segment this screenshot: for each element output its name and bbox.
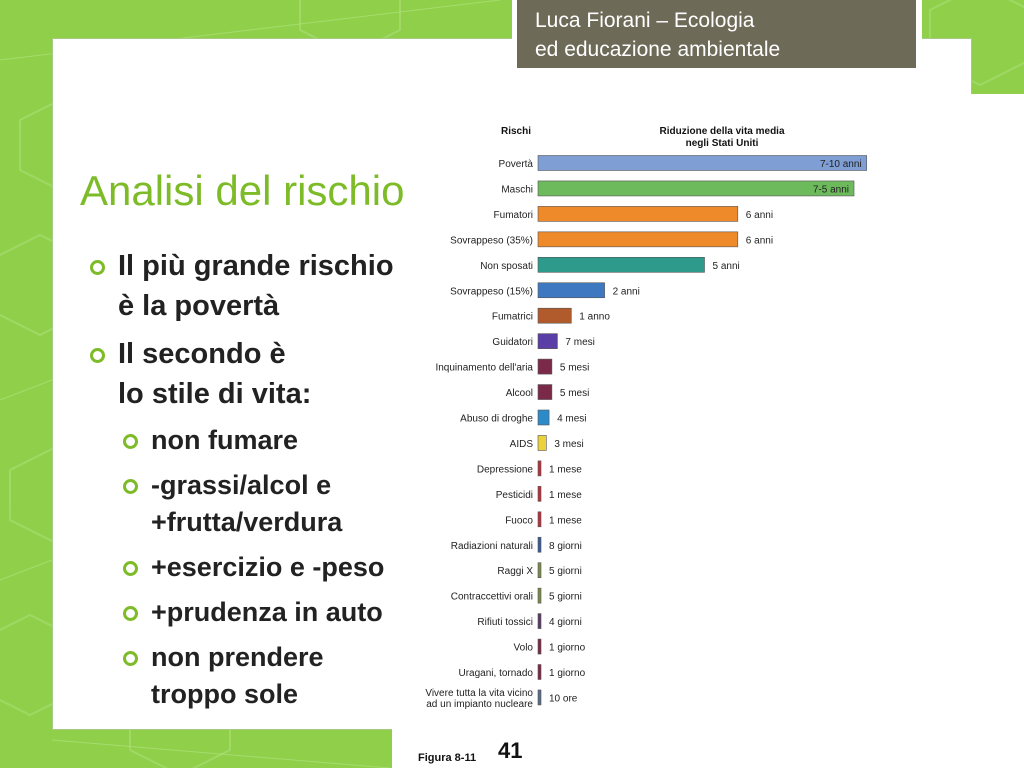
value-label: 4 giorni — [549, 617, 582, 629]
bar — [538, 461, 541, 476]
value-label: 5 giorni — [549, 591, 582, 603]
column-header-risks: Rischi — [500, 126, 532, 137]
value-label: 8 giorni — [549, 540, 582, 552]
category-label: AIDS — [509, 438, 533, 450]
value-label: 1 anno — [579, 311, 610, 323]
value-label: 5 mesi — [559, 388, 590, 400]
header-box — [512, 0, 922, 75]
bullet-circle-icon — [90, 260, 105, 275]
value-label: 7-5 anni — [812, 184, 850, 196]
sub-bullet-item — [90, 549, 394, 586]
bar — [538, 563, 541, 578]
bullet-text: Il secondo è — [118, 338, 286, 370]
value-label: 1 giorno — [549, 668, 586, 679]
bar — [538, 614, 541, 629]
bullet-circle-icon — [123, 606, 138, 621]
category-label: Guidatori — [492, 337, 533, 349]
bar — [538, 588, 541, 603]
bar — [538, 690, 541, 705]
bar — [538, 156, 867, 171]
value-label: 1 mese — [549, 489, 582, 501]
header-line-1: Luca Fiorani – Ecologia — [535, 9, 755, 32]
bullet-circle-icon — [123, 651, 138, 666]
sub-bullet-item — [90, 467, 394, 541]
value-label: 2 anni — [612, 286, 640, 298]
category-label: Sovrappeso (15%) — [450, 286, 533, 298]
value-label: 5 mesi — [559, 362, 590, 374]
category-label: Alcool — [505, 388, 533, 400]
value-label: 1 mese — [549, 515, 582, 527]
column-header-reduction: Riduzione della vita media — [659, 126, 785, 137]
category-label: ad un impianto nucleare — [426, 698, 533, 710]
bar — [538, 232, 738, 247]
category-label: Radiazioni naturali — [450, 540, 533, 552]
risk-bar-chart — [392, 94, 992, 734]
bullet-text: lo stile di vita: — [118, 378, 312, 410]
sub-bullet-item — [90, 422, 394, 459]
value-label: 7 mesi — [565, 337, 595, 349]
slide-title: Analisi del rischio — [80, 167, 405, 214]
category-label: Vivere tutta la vita vicino — [425, 687, 533, 699]
bar — [538, 512, 541, 527]
bullet-circle-icon — [123, 561, 138, 576]
bar — [538, 486, 541, 501]
category-label: Fumatrici — [491, 311, 533, 323]
bullet-text: Il più grande rischio — [118, 250, 394, 282]
bar — [538, 410, 549, 425]
bar — [538, 257, 705, 272]
page-number: 41 — [498, 738, 523, 763]
bar — [538, 665, 541, 680]
bullet-text: non prendere — [151, 642, 324, 672]
bullet-circle-icon — [123, 479, 138, 494]
bullet-item — [90, 246, 394, 326]
sub-bullet-item — [90, 594, 394, 631]
category-label: Fumatori — [493, 209, 533, 221]
bar — [538, 206, 738, 221]
category-label: Uragani, tornado — [458, 668, 533, 679]
bar — [538, 385, 552, 400]
bar — [538, 181, 854, 196]
value-label: 7-10 anni — [819, 159, 862, 170]
bullet-text: +frutta/verdura — [151, 507, 343, 537]
value-label: 3 mesi — [554, 438, 584, 450]
bullet-text: troppo sole — [151, 679, 298, 709]
category-label: Raggi X — [497, 566, 533, 578]
category-label: Abuso di droghe — [460, 413, 533, 425]
sub-bullet-item — [90, 639, 394, 713]
value-label: 6 anni — [745, 209, 774, 221]
category-label: Sovrappeso (35%) — [450, 235, 533, 247]
category-label: Pesticidi — [495, 489, 533, 501]
value-label: 4 mesi — [557, 413, 587, 425]
column-header-reduction: negli Stati Uniti — [685, 138, 759, 149]
header-banner — [517, 0, 916, 68]
bullet-list — [90, 246, 394, 721]
bar — [538, 283, 605, 298]
bullet-text: non fumare — [151, 425, 299, 455]
value-label: 6 anni — [745, 235, 774, 247]
category-label: Rifiuti tossici — [477, 617, 533, 629]
bullet-circle-icon — [123, 434, 138, 449]
category-label: Inquinamento dell'aria — [435, 362, 533, 374]
bullet-text: -grassi/alcol e — [151, 470, 332, 500]
bullet-circle-icon — [90, 348, 105, 363]
bar — [538, 435, 546, 450]
header-line-2: ed educazione ambientale — [535, 38, 781, 61]
bullet-text: +prudenza in auto — [151, 597, 383, 627]
category-label: Contraccettivi orali — [450, 591, 533, 603]
bar — [538, 334, 557, 349]
bullet-text: è la povertà — [118, 290, 280, 322]
value-label: 1 giorno — [549, 642, 586, 654]
category-label: Depressione — [476, 464, 533, 476]
category-label: Maschi — [501, 184, 533, 196]
bar — [538, 537, 541, 552]
bullet-text: +esercizio e -peso — [151, 552, 385, 582]
category-label: Volo — [513, 642, 533, 654]
value-label: 5 anni — [712, 260, 740, 272]
bar — [538, 639, 541, 654]
bullet-item — [90, 334, 394, 414]
value-label: 10 ore — [549, 693, 578, 705]
category-label: Povertà — [498, 159, 533, 170]
category-label: Non sposati — [480, 260, 533, 272]
figure-label: Figura 8-11 — [418, 752, 477, 764]
bar — [538, 359, 552, 374]
value-label: 5 giorni — [549, 566, 582, 578]
value-label: 1 mese — [549, 464, 582, 476]
category-label: Fuoco — [505, 515, 533, 527]
bar — [538, 308, 571, 323]
